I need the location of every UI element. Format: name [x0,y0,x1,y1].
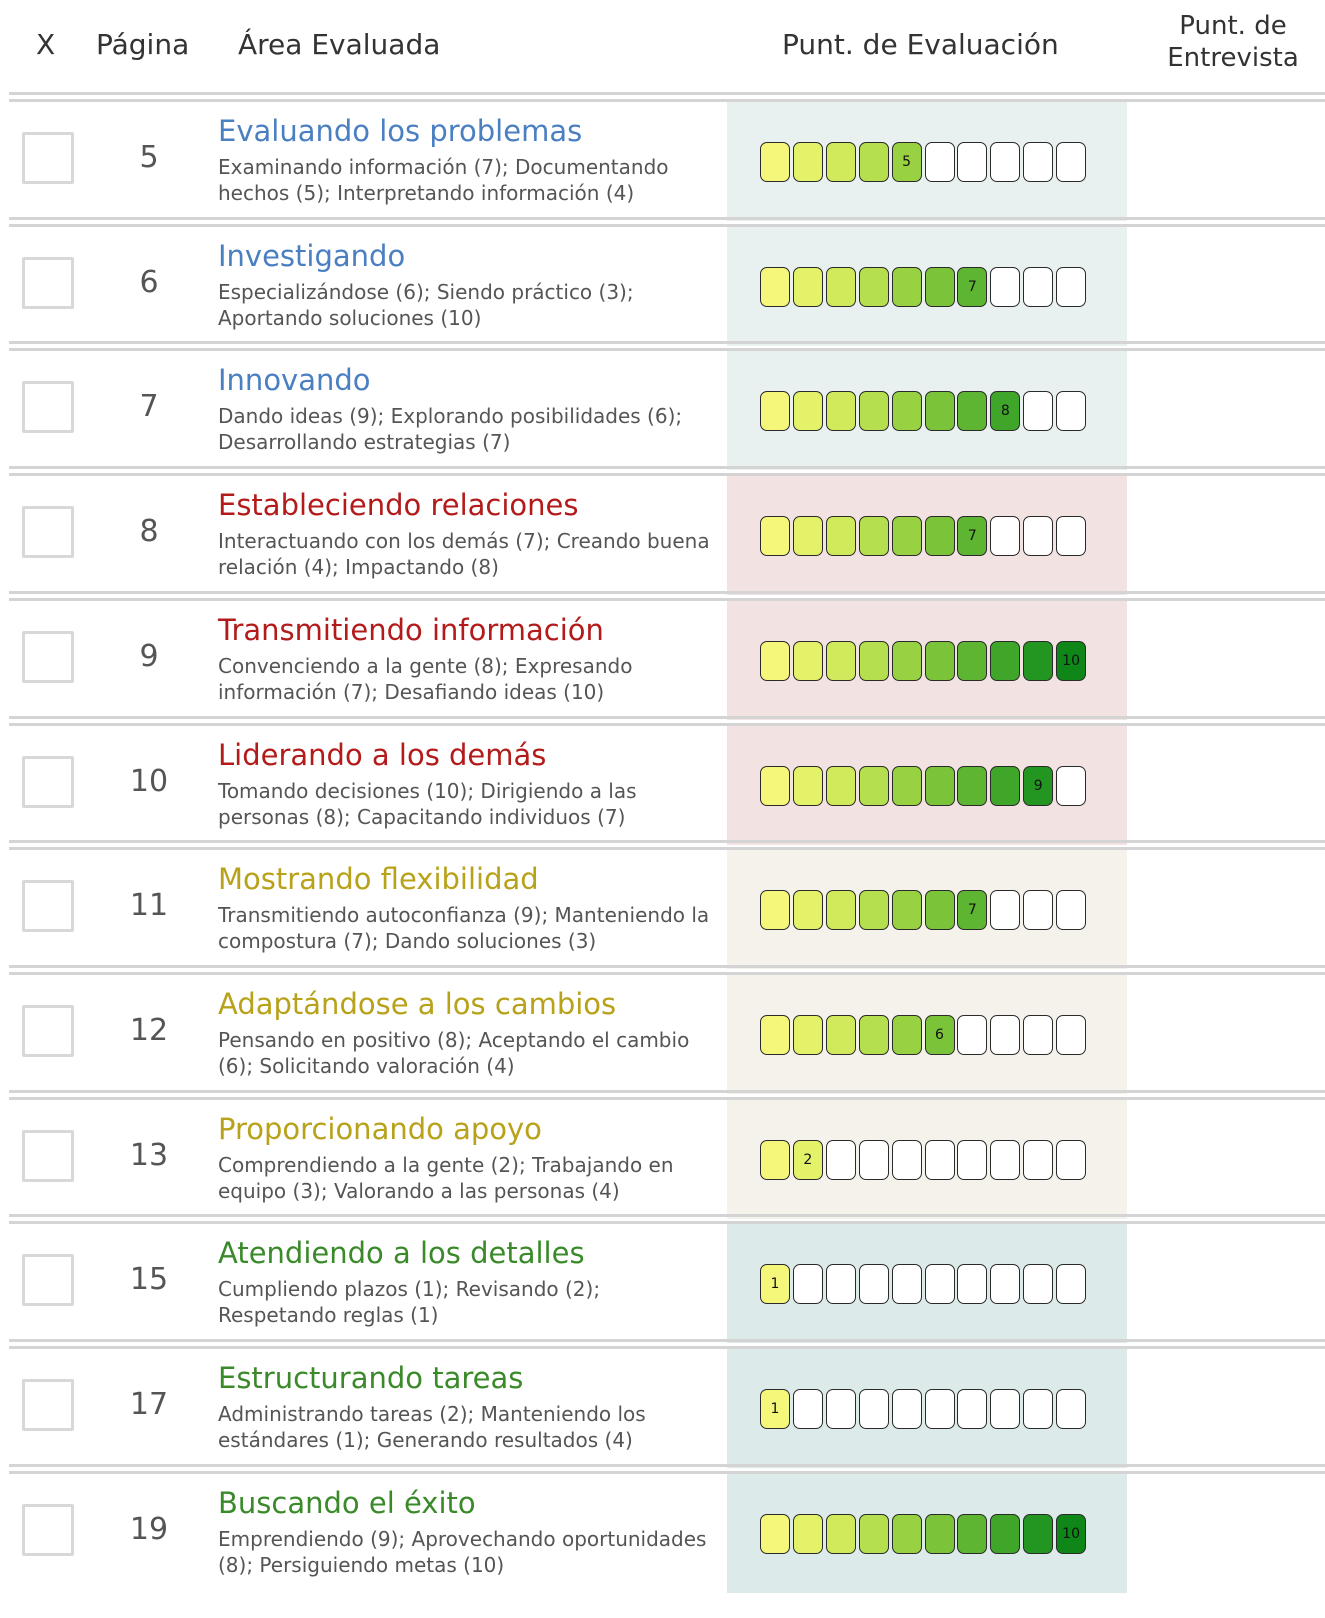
score-box [859,1514,889,1554]
score-box [1023,516,1053,556]
area-title: Liderando a los demás [218,737,547,772]
interview-score-cell[interactable] [1128,351,1325,470]
score-box [1023,267,1053,307]
row-divider [9,1214,1325,1217]
score-box [859,516,889,556]
evaluation-score-scale [760,516,1095,556]
table-row [0,466,1325,595]
area-title: Mostrando flexibilidad [218,862,539,897]
row-divider [9,1090,1325,1093]
score-box [826,1389,856,1429]
score-box [1023,890,1053,930]
evaluation-score-scale [760,1140,1095,1180]
area-description: Pensando en positivo (8); Aceptando el cambio (6); Solicitando valoración (4) [218,1027,690,1078]
evaluation-score-scale [760,1015,1095,1055]
area-description: Dando ideas (9); Explorando posibilidades (6); Desarrollando estrategias (7) [218,404,683,455]
score-box [760,267,790,307]
score-box [826,641,856,681]
score-box [957,1264,987,1304]
score-box [1056,1264,1086,1304]
interview-score-cell[interactable] [1128,1474,1325,1593]
page-number: 11 [129,888,169,924]
row-divider [9,716,1325,719]
row-checkbox[interactable] [22,506,74,558]
score-value-box: 2 [793,1140,823,1180]
table-row [0,716,1325,845]
score-box [925,766,955,806]
score-box [1056,1140,1086,1180]
score-box [859,391,889,431]
score-box [760,890,790,930]
table-row [0,1464,1325,1593]
score-box [826,516,856,556]
score-box [925,1140,955,1180]
score-box [760,142,790,182]
score-box [793,1015,823,1055]
score-box [990,267,1020,307]
score-box [892,1389,922,1429]
score-box [859,142,889,182]
area-description: Administrando tareas (2); Manteniendo los estándares (1); Generando resultados (4) [218,1402,646,1452]
evaluation-score-scale [760,890,1095,930]
score-value-box: 1 [760,1389,790,1429]
area-title: Evaluando los problemas [218,114,583,148]
score-box [1023,142,1053,182]
page-number: 9 [139,638,159,674]
score-box [990,890,1020,930]
score-box [925,890,955,930]
score-box [925,391,955,431]
score-box [1056,890,1086,930]
area-description: Convenciendo a la gente (8); Expresando información (7); Desafiando ideas (10) [218,653,633,704]
score-box [892,1015,922,1055]
row-checkbox[interactable] [22,880,74,932]
area-description: Examinando información (7); Documentando hechos (5); Interpretando información (4) [218,155,669,205]
score-value-box: 7 [957,890,987,930]
area-title: Proporcionando apoyo [218,1111,542,1146]
score-box [990,1514,1020,1554]
area-title: Investigando [218,238,406,273]
score-box [1023,1140,1053,1180]
table-row [0,591,1325,720]
score-box [1023,1514,1053,1554]
area-description: Tomando decisiones (10); Dirigiendo a las personas (8); Capacitando individuos (7) [218,778,637,829]
score-box [859,766,889,806]
row-checkbox[interactable] [22,1130,74,1182]
area-description: Cumpliendo plazos (1); Revisando (2); Respetando reglas (1) [218,1277,601,1328]
table-row [0,92,1325,221]
score-value-box: 1 [760,1264,790,1304]
interview-score-cell[interactable] [1128,476,1325,595]
score-box [925,641,955,681]
row-divider [9,341,1325,344]
score-box [892,890,922,930]
score-box [1023,391,1053,431]
row-divider [9,965,1325,968]
score-box [760,1015,790,1055]
header-area: Área Evaluada [238,28,441,61]
score-box [925,267,955,307]
score-box [793,391,823,431]
score-box [826,1140,856,1180]
score-box [925,516,955,556]
score-box [892,516,922,556]
area-title: Transmitiendo información [218,612,604,647]
area-description: Especializándose (6); Siendo práctico (3); Aportando soluciones (10) [218,279,634,330]
table-row [0,341,1325,470]
area-title: Buscando el éxito [218,1485,476,1520]
interview-score-cell[interactable] [1128,227,1325,346]
score-box [793,1389,823,1429]
interview-score-cell[interactable] [1128,850,1325,969]
score-box [957,766,987,806]
score-value-box: 10 [1056,641,1086,681]
interview-score-cell[interactable] [1128,601,1325,720]
score-box [826,391,856,431]
score-box [990,1264,1020,1304]
score-box [957,391,987,431]
score-box [859,890,889,930]
header-evaluation-score: Punt. de Evaluación [782,28,1059,61]
score-value-box: 6 [925,1015,955,1055]
score-box [990,1140,1020,1180]
table-row [0,1339,1325,1468]
page-number: 6 [139,264,159,300]
score-box [793,641,823,681]
score-box [826,1264,856,1304]
score-box [859,267,889,307]
row-checkbox[interactable] [22,1504,74,1556]
score-box [1056,766,1086,806]
header-interview-score: Punt. de Entrevista [1167,11,1299,73]
score-box [957,142,987,182]
area-description: Emprendiendo (9); Aprovechando oportunidades (8); Persiguiendo metas (10) [218,1526,707,1577]
evaluation-score-scale [760,391,1095,431]
table-row [0,840,1325,969]
score-value-box: 10 [1056,1514,1086,1554]
page-number: 5 [139,140,159,175]
score-box [1056,142,1086,182]
score-box [1023,641,1053,681]
evaluation-score-scale [760,1514,1095,1554]
row-checkbox[interactable] [22,631,74,683]
page-number: 8 [139,514,159,550]
score-box [859,1389,889,1429]
score-box [760,1514,790,1554]
area-title: Atendiendo a los detalles [218,1236,585,1271]
score-box [957,1514,987,1554]
header-page: Página [96,28,190,61]
score-box [990,766,1020,806]
row-checkbox[interactable] [22,1005,74,1057]
row-checkbox[interactable] [22,257,74,309]
score-box [1023,1389,1053,1429]
row-checkbox[interactable] [22,381,74,433]
page-number: 10 [129,763,169,799]
score-box [1023,1264,1053,1304]
evaluation-score-scale [760,267,1095,307]
row-checkbox[interactable] [22,132,74,184]
row-divider [9,92,1325,95]
score-box [1056,516,1086,556]
score-box [925,1264,955,1304]
row-divider [9,466,1325,469]
score-box [990,516,1020,556]
row-checkbox[interactable] [22,1379,74,1431]
score-box [826,1015,856,1055]
evaluation-score-scale [760,1264,1095,1304]
row-divider [9,217,1325,220]
table-row [0,217,1325,346]
score-box [826,890,856,930]
score-box [760,641,790,681]
evaluation-score-scale [760,1389,1095,1429]
page-number: 15 [129,1262,169,1298]
score-box [957,641,987,681]
score-box [826,766,856,806]
score-box [859,641,889,681]
row-checkbox[interactable] [22,756,74,808]
score-box [859,1015,889,1055]
score-box [990,641,1020,681]
interview-score-cell[interactable] [1128,726,1325,845]
evaluation-score-scale [760,766,1095,806]
score-box [892,391,922,431]
interview-score-cell[interactable] [1128,102,1325,221]
page-number: 13 [129,1137,169,1173]
page-number: 7 [139,389,159,425]
score-value-box: 7 [957,267,987,307]
score-box [760,516,790,556]
score-box [793,516,823,556]
interview-score-cell[interactable] [1128,975,1325,1094]
score-box [793,890,823,930]
score-box [990,142,1020,182]
score-box [892,1140,922,1180]
interview-score-cell[interactable] [1128,1100,1325,1219]
area-description: Transmitiendo autoconfianza (9); Manteniendo la compostura (7); Dando soluciones (3) [218,903,710,954]
table-row [0,1090,1325,1219]
evaluation-score-scale [760,641,1095,681]
score-box [892,641,922,681]
score-box [925,1389,955,1429]
header-x: X [36,28,56,61]
score-box [892,267,922,307]
score-box [925,142,955,182]
score-box [990,1015,1020,1055]
area-description: Interactuando con los demás (7); Creando buena relación (4); Impactando (8) [218,529,710,580]
score-box [892,1264,922,1304]
score-box [957,1140,987,1180]
score-box [892,766,922,806]
row-divider [9,1339,1325,1342]
score-box [957,1015,987,1055]
score-box [826,1514,856,1554]
score-box [990,1389,1020,1429]
area-title: Estableciendo relaciones [218,488,579,523]
table-row [0,965,1325,1094]
score-box [760,766,790,806]
area-title: Adaptándose a los cambios [218,986,617,1021]
score-box [760,1140,790,1180]
score-value-box: 5 [892,142,922,182]
evaluation-score-scale [760,142,1095,182]
score-box [826,142,856,182]
score-box [1056,1389,1086,1429]
area-title: Estructurando tareas [218,1361,524,1395]
row-divider [9,1464,1325,1467]
score-box [826,267,856,307]
score-box [892,1514,922,1554]
score-value-box: 7 [957,516,987,556]
score-box [793,142,823,182]
row-divider [9,840,1325,843]
score-box [859,1264,889,1304]
row-checkbox[interactable] [22,1254,74,1306]
area-description: Comprendiendo a la gente (2); Trabajando en equipo (3); Valorando a las personas (4) [218,1152,674,1203]
area-title: Innovando [218,363,371,398]
score-box [793,267,823,307]
score-box [925,1514,955,1554]
score-box [793,1264,823,1304]
score-box [1023,1015,1053,1055]
score-value-box: 9 [1023,766,1053,806]
page-number: 12 [129,1012,169,1048]
score-box [1056,1015,1086,1055]
table-row [0,1214,1325,1343]
score-box [793,766,823,806]
page-number: 17 [129,1387,169,1422]
score-box [793,1514,823,1554]
interview-score-cell[interactable] [1128,1349,1325,1468]
page-number: 19 [129,1511,169,1547]
interview-score-cell[interactable] [1128,1224,1325,1343]
score-box [957,1389,987,1429]
score-value-box: 8 [990,391,1020,431]
row-divider [9,591,1325,594]
score-box [760,391,790,431]
score-box [859,1140,889,1180]
score-box [1056,267,1086,307]
score-box [1056,391,1086,431]
